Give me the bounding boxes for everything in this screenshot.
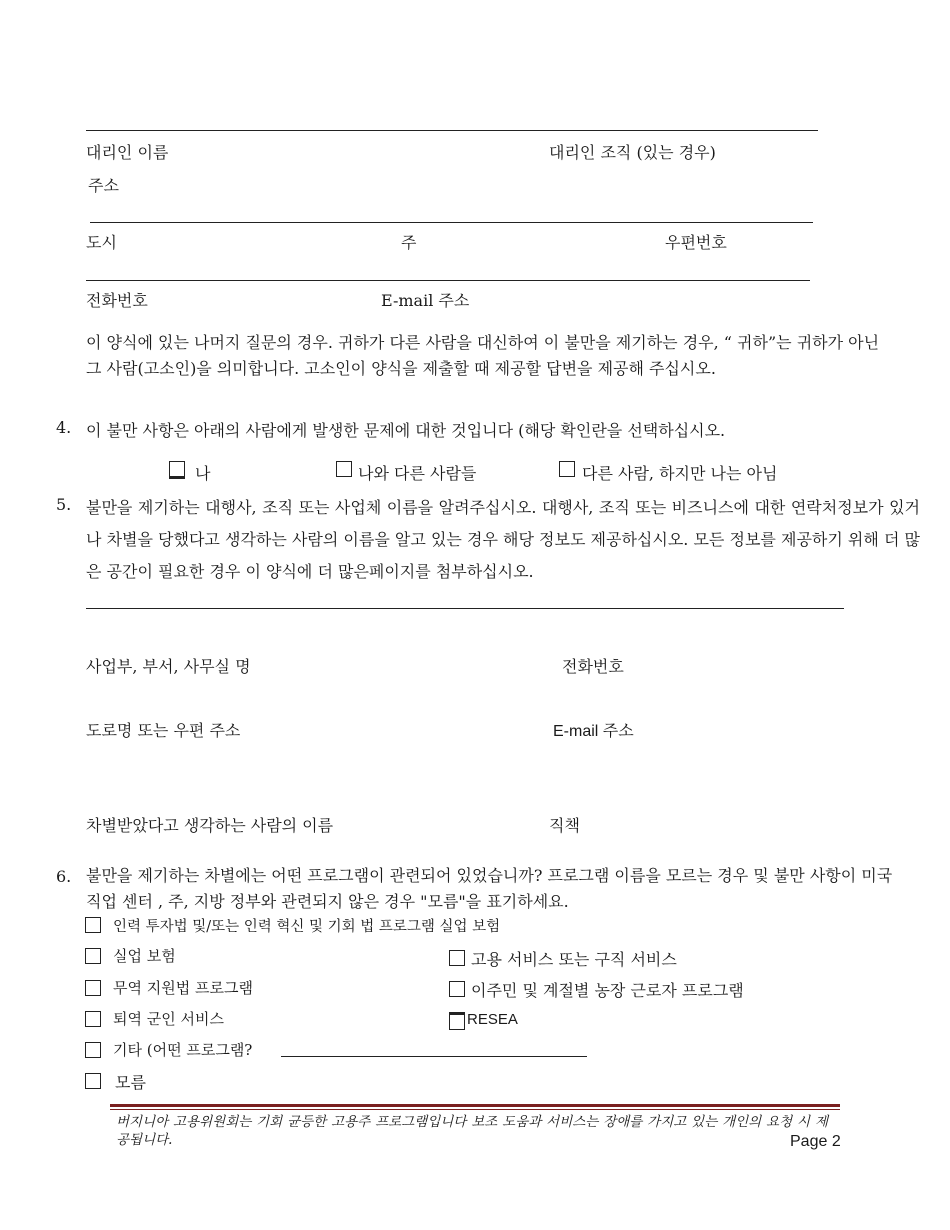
q6-unknown-label: 모름 — [115, 1073, 146, 1092]
footer-notice: 버지니아 고용위원회는 기회 균등한 고용주 프로그램입니다 보조 도움과 서비스는 장애를 가지고 있는 개인의 요청 시 제공됩니다. — [116, 1114, 828, 1148]
q6-ui-checkbox[interactable] — [85, 948, 101, 964]
q6-trade-checkbox[interactable] — [85, 980, 101, 996]
q6-employment-checkbox[interactable] — [449, 950, 465, 966]
q6-wioa-label: 인력 투자법 및/또는 인력 혁신 및 기회 법 프로그램 실업 보험 — [113, 919, 501, 935]
q4-other-person-label: 다른 사람, 하지만 나는 아님 — [582, 464, 778, 483]
rep-phone-label: 전화번호 — [86, 291, 148, 310]
q5-phone-label: 전화번호 — [562, 657, 624, 676]
rep-city-line[interactable] — [86, 280, 810, 281]
q5-email-label: E-mail 주소 — [553, 723, 634, 740]
q4-me-and-others-checkbox[interactable] — [336, 461, 352, 477]
q4-me-checkbox[interactable] — [169, 461, 185, 479]
q6-other-input-line[interactable] — [281, 1056, 587, 1057]
rep-address-label: 주소 — [88, 176, 119, 195]
rep-state-label: 주 — [401, 233, 417, 252]
q5-dept-label: 사업부, 부서, 사무실 명 — [86, 657, 251, 676]
q5-text: 불만을 제기하는 대행사, 조직 또는 사업체 이름을 알려주십시오. 대행사, 조직 또는 비즈니스에 대한 연락처정보가 있거나 차별을 당했다고 생각하는 사람의 이름을 알고 있는 경우 해당 정보도 제공하십시오. 모든 정보를 제공하기 위해 더 많은 공간이 필요한 경우 이 양식에 더 많은페이지를 첨부하십시오. — [86, 498, 920, 581]
q6-employment-label: 고용 서비스 또는 구직 서비스 — [471, 950, 677, 969]
q4-other-person-checkbox[interactable] — [559, 461, 575, 477]
q5-number: 5. — [56, 495, 72, 514]
q5-title-label: 직책 — [549, 816, 580, 835]
q6-ui-label: 실업 보험 — [113, 947, 176, 965]
q4-text: 이 불만 사항은 아래의 사람에게 발생한 문제에 대한 것입니다 (해당 확인란을 선택하십시오. — [86, 421, 726, 440]
q6-wioa-checkbox[interactable] — [85, 917, 101, 933]
rep-zip-label: 우편번호 — [665, 233, 727, 252]
q6-number: 6. — [56, 867, 72, 886]
q6-migrant-label: 이주민 및 계절별 농장 근로자 프로그램 — [471, 981, 744, 1000]
q5-address-label: 도로명 또는 우편 주소 — [86, 721, 241, 740]
q6-text: 불만을 제기하는 차별에는 어떤 프로그램이 관련되어 있었습니까? 프로그램 이름을 모르는 경우 및 불만 사항이 미국 직업 센터 , 주, 지방 정부와 관련되지 않은 경우 "모름"을 표기하세요. — [86, 866, 893, 911]
rep-name-line[interactable] — [86, 130, 818, 131]
page-number: Page 2 — [790, 1133, 841, 1150]
footer-rule — [110, 1104, 840, 1107]
rep-city-label: 도시 — [86, 233, 117, 252]
q6-veterans-checkbox[interactable] — [85, 1011, 101, 1027]
rep-org-label: 대리인 조직 (있는 경우) — [549, 143, 716, 162]
q6-other-checkbox[interactable] — [85, 1042, 101, 1058]
q6-trade-label: 무역 지원법 프로그램 — [113, 979, 253, 997]
rep-email-label: E-mail 주소 — [381, 291, 470, 310]
q6-resea-label: RESEA — [467, 1011, 518, 1028]
q6-resea-checkbox[interactable] — [449, 1012, 465, 1030]
q4-number: 4. — [56, 418, 72, 437]
q6-veterans-label: 퇴역 군인 서비스 — [113, 1010, 224, 1028]
q5-person-label: 차별받았다고 생각하는 사람의 이름 — [86, 816, 334, 835]
q4-me-label: 나 — [195, 464, 211, 483]
q6-unknown-checkbox[interactable] — [85, 1073, 101, 1089]
intro-note: 이 양식에 있는 나머지 질문의 경우. 귀하가 다른 사람을 대신하여 이 불만을 제기하는 경우, “ 귀하”는 귀하가 아닌 그 사람(고소인)을 의미합니다. 고소인이 양식을 제출할 때 제공할 답변을 제공해 주십시오. — [86, 333, 880, 378]
q6-migrant-checkbox[interactable] — [449, 981, 465, 997]
q5-org-name-line[interactable] — [86, 608, 844, 609]
footer-rule-thin — [110, 1109, 840, 1110]
q6-other-label: 기타 (어떤 프로그램? — [113, 1041, 253, 1059]
q4-me-and-others-label: 나와 다른 사람들 — [358, 464, 477, 483]
rep-address-line[interactable] — [90, 222, 813, 223]
rep-name-label: 대리인 이름 — [86, 143, 169, 162]
